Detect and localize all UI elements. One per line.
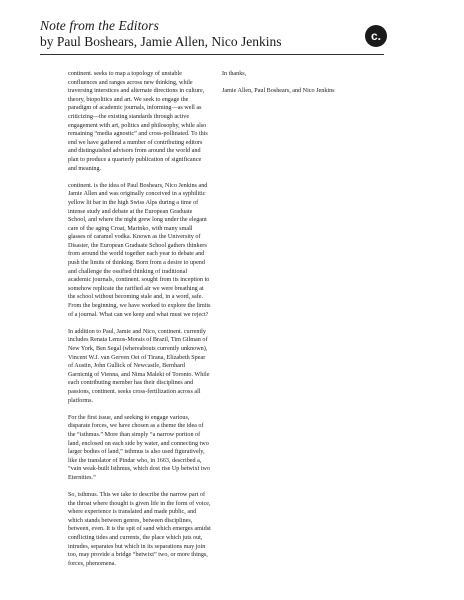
page-header bbox=[40, 18, 385, 50]
paragraph-isthmus-meaning: So, isthmus. This we take to describe the narrow part of the throat where thought is given life in the form of voice, where experience is translated and made public, and which stands between genres, between disciplines, between, even. It is the spit of sand which emerges amidst conflicting tides and currents, the place which juts out, intrudes, separates but which in its separations may join too, may provide a bridge “betwixt” two, or more things, forces, phenomena. bbox=[68, 492, 211, 567]
page-title: Note from the Editors bbox=[40, 18, 159, 33]
left-column bbox=[68, 70, 211, 577]
continent-logo: c. bbox=[365, 25, 387, 47]
closing-salutation: In thanks, bbox=[222, 71, 247, 77]
header-divider bbox=[40, 54, 384, 55]
paragraph-origin: continent. is the idea of Paul Boshears, Nico Jenkins and Jamie Allen and was originally conceived in a syphilitic yellow lit bar in the high Swiss Alps during a time of intense study and debate at the European Graduate School, and where the night grew long under the elegant care of the aging Croat, Marinko, with many small glasses of caramel vodka. Known as the University of Disaster, the European Graduate School gathers thinkers from around the world together each year to debate and push the limits of thinking. Born from a desire to upend and challenge the ossified thinking of traditional academic journals, continent. sought from its inception to somehow replicate the rarified air we were breathing at the school without becoming stale and, in a word, safe. From the beginning, we have worked to explore the limits of a journal. What can we keep and what must we reject? bbox=[68, 182, 211, 318]
paragraph-contributors: In addition to Paul, Jamie and Nico, continent. currently includes Renata Lemos-Morais of Brazil, Tim Gilman of New York, Ben Segal (whereabouts currently unknown), Vincent W.J. van Gerven Oei of Tirana, Elizabeth Spear of Austin, John Gullick of Newcastle, Bernhard Garnicnig of Vienna, and Nima Maleki of Toronto. While each contributing member has their disciplines and passions, continent. seeks cross-fertilization across all platforms. bbox=[68, 328, 210, 404]
closing-signatures: Jamie Allen, Paul Boshears, and Nico Jenkins bbox=[222, 88, 335, 95]
paragraph-isthmus: For the first issue, and seeking to engage various, disparate forces, we have chosen as a theme the idea of the “isthmus.” More than simply “a narrow portion of land, enclosed on each side by water, and connecting two larger bodies of land,” isthmus is also used figuratively, like the translator of Pindar who, in 1663, described a, “vain weak-built Isthmus, which dost rise Up betwixt two Eternities.” bbox=[68, 414, 211, 481]
byline: by Paul Boshears, Jamie Allen, Nico Jenkins bbox=[40, 34, 282, 49]
paragraph-intro: continent. seeks to map a topology of unstable confluences and ranges across new thinking, while traversing interstices and alternate directions in culture, theory, biopolitics and art. We seek to engage the paradigm of academic journals, informing—as well as criticizing—the existing standards through active engagement with art, politics and philosophy, while also remaining “media agnostic” and cross-pollinated. To this end we have gathered a number of contributing editors and distinguished advisors from around the world and plan to produce a quarterly publication of significance and meaning. bbox=[68, 71, 208, 172]
right-column bbox=[222, 70, 362, 104]
